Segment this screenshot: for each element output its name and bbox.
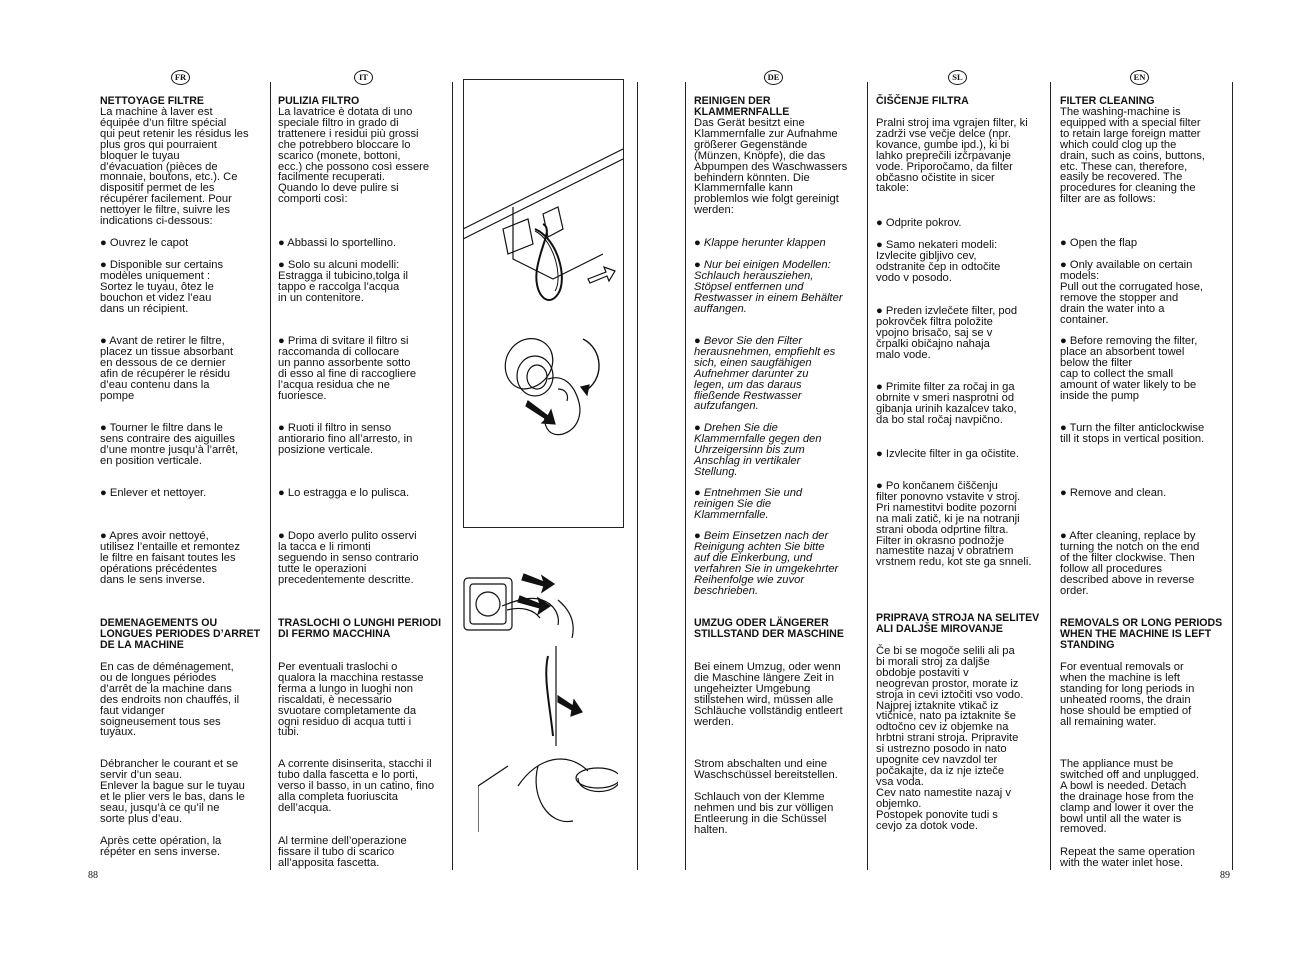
de-step-6: ● Beim Einsetzen nach der Reinigung achten Sie bitte auf die Einkerbung, und verfahren Sie in umgekehrter Reihenfolge wie zuvor beschrieben. xyxy=(694,530,839,597)
column-divider xyxy=(270,82,271,870)
de-step-3: ● Bevor Sie den Filter herausnehmen, empfiehlt es sich, einen saugfähigen Aufnehmer darunter zu legen, um das daraus fließende Restwasser aufzufangen. xyxy=(694,335,836,413)
lang-badge-sl: SL xyxy=(948,70,967,85)
unplug-illustration xyxy=(462,560,584,640)
de-filter-heading: REINIGEN DER KLAMMERNFALLE xyxy=(694,95,790,118)
fr-move-p1: En cas de déménagement, ou de longues périodes d’arrêt de la machine dans des endroits non chauffés, il faut vidanger soigneusement tous ses tuyaux. xyxy=(100,661,240,739)
lang-badge-it: IT xyxy=(354,70,373,85)
sl-filter-heading: ČIŠČENJE FILTRA xyxy=(876,95,969,107)
fr-step-2: ● Disponible sur certains modèles uniquement : Sortez le tuyau, ôtez le bouchon et videz l’eau dans un récipient. xyxy=(100,259,224,315)
it-step-5: ● Lo estragga e lo pulisca. xyxy=(278,487,410,499)
fr-step-3: ● Avant de retirer le filtre, placez un tissue absorbant en dessous de ce dernier afin de récupérer le résidu d’eau contenu dans la pompe xyxy=(100,335,234,402)
it-step-6: ● Dopo averlo pulito osservi la tacca e li rimonti seguendo in senso contrario tutte le operazioni precedentemente descritte. xyxy=(278,530,419,586)
de-step-2: ● Nur bei einigen Modellen: Schlauch herausziehen, Stöpsel entfernen und Restwasser in einem Behälter auffangen. xyxy=(694,259,843,315)
de-step-5: ● Entnehmen Sie und reinigen Sie die Klammernfalle. xyxy=(694,487,803,521)
en-step-1: ● Open the flap xyxy=(1060,237,1138,249)
de-step-1: ● Klappe herunter klappen xyxy=(694,237,826,249)
it-step-2: ● Solo su alcuni modelli: Estragga il tubicino,tolga il tappo e raccolga l’acqua in un contenitore. xyxy=(278,259,408,304)
column-divider xyxy=(1232,82,1233,870)
sl-step-1: ● Odprite pokrov. xyxy=(876,217,962,229)
it-filter-heading: PULIZIA FILTRO xyxy=(278,95,360,107)
sl-move-p1: Če bi se mogoče selili ali pa bi morali stroj za daljše obdobje postaviti v neogrevan prostor, morate iz stroja in cevi iztočiti vso vodo. Najprej iztaknite vtikač iz vtičnice, nato pa iztaknite še odtočno cev iz objemke na hrbtni strani stroja. Pripravite si ustrezno posodo in nato upognite cev navzdol ter počakajte, da iz nje izteče vsa voda. Cev nato namestite nazaj v objemko. Postopek ponovite tudi s cevjo za dotok vode. xyxy=(876,645,1024,832)
column-divider xyxy=(1050,82,1051,870)
page-number-right: 89 xyxy=(1220,870,1230,881)
fr-step-4: ● Tourner le filtre dans le sens contraire des aiguilles d’une montre jusqu’à l’arrêt, en position verticale. xyxy=(100,422,239,467)
it-move-p3: Al termine dell’operazione fissare il tubo di scarico all’apposita fascetta. xyxy=(278,835,407,869)
lang-badge-de: DE xyxy=(764,70,783,85)
it-move-p1: Per eventuali traslochi o qualora la macchina restasse ferma a lungo in luoghi non riscaldati, è necessario svuotare completamente da ogni residuo di acqua tutti i tubi. xyxy=(278,661,424,739)
fr-move-heading: DEMENAGEMENTS OU LONGUES PERIODES D’ARRET DE LA MACHINE xyxy=(100,617,261,651)
en-step-2: ● Only available on certain models: Pull out the corrugated hose, remove the stopper and drain the water into a container. xyxy=(1060,259,1204,326)
en-move-p3: Repeat the same operation with the water inlet hose. xyxy=(1060,846,1195,869)
fr-filter-heading: NETTOYAGE FILTRE xyxy=(100,95,204,107)
en-step-4: ● Turn the filter anticlockwise till it stops in vertical position. xyxy=(1060,422,1205,445)
column-divider xyxy=(452,82,453,870)
en-move-p2: The appliance must be switched off and unplugged. A bowl is needed. Detach the drainage hose from the clamp and lower it over the bowl until all the water is removed. xyxy=(1060,758,1200,836)
column-divider xyxy=(867,82,868,870)
fr-step-1: ● Ouvrez le capot xyxy=(100,237,189,249)
fr-step-6: ● Apres avoir nettoyé, utilisez l’entaille et remontez le filtre en faisant toutes les opérations précédentes dans le sens inverse. xyxy=(100,530,240,586)
lang-badge-en: EN xyxy=(1130,70,1149,85)
drain-hose-illustration xyxy=(478,636,618,836)
en-move-p1: For eventual removals or when the machine is left standing for long periods in unheated rooms, the drain hose should be emptied of all remaining water. xyxy=(1060,661,1195,728)
en-step-3: ● Before removing the filter, place an absorbent towel below the filter cap to collect the small amount of water likely to be inside the pump xyxy=(1060,335,1198,402)
sl-step-3: ● Preden izvlečete filter, pod pokrovček filtra položite vpojno brisačo, saj se v črpalki običajno nahaja malo vode. xyxy=(876,305,1018,361)
it-step-4: ● Ruoti il filtro in senso antiorario fino all’arresto, in posizione verticale. xyxy=(278,422,413,456)
sl-step-2: ● Samo nekateri modeli: Izvlecite gibljivo cev, odstranite čep in odtočite vodo v posodo. xyxy=(876,239,1001,284)
fr-step-5: ● Enlever et nettoyer. xyxy=(100,487,207,499)
it-move-p2: A corrente disinserita, stacchi il tubo dalla fascetta e lo porti, verso il basso, in un catino, fino alla completa fuoriuscita dell’acqua. xyxy=(278,758,435,814)
sl-step-6: ● Po končanem čiščenju filter ponovno vstavite v stroj. Pri namestitvi bodite pozorni na mali zatič, ki je na notranji strani oboda odprtine filtra. Filter in okrasno podnožje namestite nazaj v obratnem vrstnem redu, kot ste ga snneli. xyxy=(876,480,1032,569)
de-move-p3: Schlauch von der Klemme nehmen und bis zur völligen Entleerung in die Schüssel halten. xyxy=(694,791,834,836)
sl-step-5: ● Izvlecite filter in ga očistite. xyxy=(876,448,1019,460)
en-step-5: ● Remove and clean. xyxy=(1060,487,1167,499)
fr-filter-intro: La machine à laver est équipée d’un filtre spécial qui peut retenir les résidus les plus gros qui pourraient bloquer le tuyau d’évacuation (pièces de monnaie, boutons, etc.). Ce dispositif permet de les récupérer facilement. Pour nettoyer le filtre, suivre les indications ci-dessous: xyxy=(100,106,249,228)
fr-move-p3: Après cette opération, la répéter en sens inverse. xyxy=(100,835,222,858)
it-move-heading: TRASLOCHI O LUNGHI PERIODI DI FERMO MACCHINA xyxy=(278,617,442,640)
en-filter-intro: The washing-machine is equipped with a special filter to retain large foreign matter which could clog up the drain, such as coins, buttons, etc. These can, therefore, easily be recovered. The procedures for cleaning the filter are as follows: xyxy=(1060,106,1205,206)
it-step-1: ● Abbassi lo sportellino. xyxy=(278,237,397,249)
page-number-left: 88 xyxy=(88,870,98,881)
filter-cleaning-illustration xyxy=(463,79,624,528)
en-move-heading: REMOVALS OR LONG PERIODS WHEN THE MACHINE IS LEFT STANDING xyxy=(1060,617,1223,651)
sl-step-4: ● Primite filter za ročaj in ga obrnite v smeri nasprotni od gibanja urinih kazalcev tako, da bo stal ročaj navpično. xyxy=(876,381,1017,426)
lang-badge-fr: FR xyxy=(171,70,190,85)
sl-move-heading: PRIPRAVA STROJA NA SELITEV ALI DALJŠE MIROVANJE xyxy=(876,612,1040,635)
column-divider xyxy=(637,82,638,870)
de-step-4: ● Drehen Sie die Klammernfalle gegen den Uhrzeigersinn bis zum Anschlag in vertikaler Stellung. xyxy=(694,422,822,478)
fr-move-p2: Débrancher le courant et se servir d’un seau. Enlever la bague sur le tuyau et le plier vers le bas, dans le seau, jusqu’à ce qu’il ne sorte plus d’eau. xyxy=(100,758,245,825)
it-step-3: ● Prima di svitare il filtro si raccomanda di collocare un panno assorbente sotto di esso al fine di raccogliere l’acqua residua che ne fuoriesce. xyxy=(278,335,417,402)
column-divider xyxy=(685,82,686,870)
it-filter-intro: La lavatrice è dotata di uno speciale filtro in grado di trattenere i residui più grossi che potrebbero bloccare lo scarico (monete, bottoni, ecc.) che possono così essere facilmente recuperati. Quando lo deve pulire si comporti così: xyxy=(278,106,430,206)
sl-filter-intro: Pralni stroj ima vgrajen filter, ki zadrži vse večje delce (npr. kovance, gumbe ipd.), ki bi lahko preprečili izčrpavanje vode. Priporočamo, da filter občasno očistite in sicer takole: xyxy=(876,117,1028,195)
de-filter-intro: Das Gerät besitzt eine Klammernfalle zur Aufnahme größerer Gegenstände (Münzen, Knöpfe), die das Abpumpen des Waschwassers behindern könnten. Die Klammernfalle kann problemlos wie folgt gereinigt werden: xyxy=(694,117,848,217)
en-step-6: ● After cleaning, replace by turning the notch on the end of the filter clockwise. Then follow all procedures described above in reverse order. xyxy=(1060,530,1200,597)
de-move-p1: Bei einem Umzug, oder wenn die Maschine längere Zeit in ungeheizter Umgebung stillstehen wird, müssen alle Schläuche vollständig entleert werden. xyxy=(694,661,843,728)
de-move-p2: Strom abschalten und eine Waschschüssel bereitstellen. xyxy=(694,758,838,781)
en-filter-heading: FILTER CLEANING xyxy=(1060,95,1155,107)
de-move-heading: UMZUG ODER LÄNGERER STILLSTAND DER MASCHINE xyxy=(694,617,844,640)
